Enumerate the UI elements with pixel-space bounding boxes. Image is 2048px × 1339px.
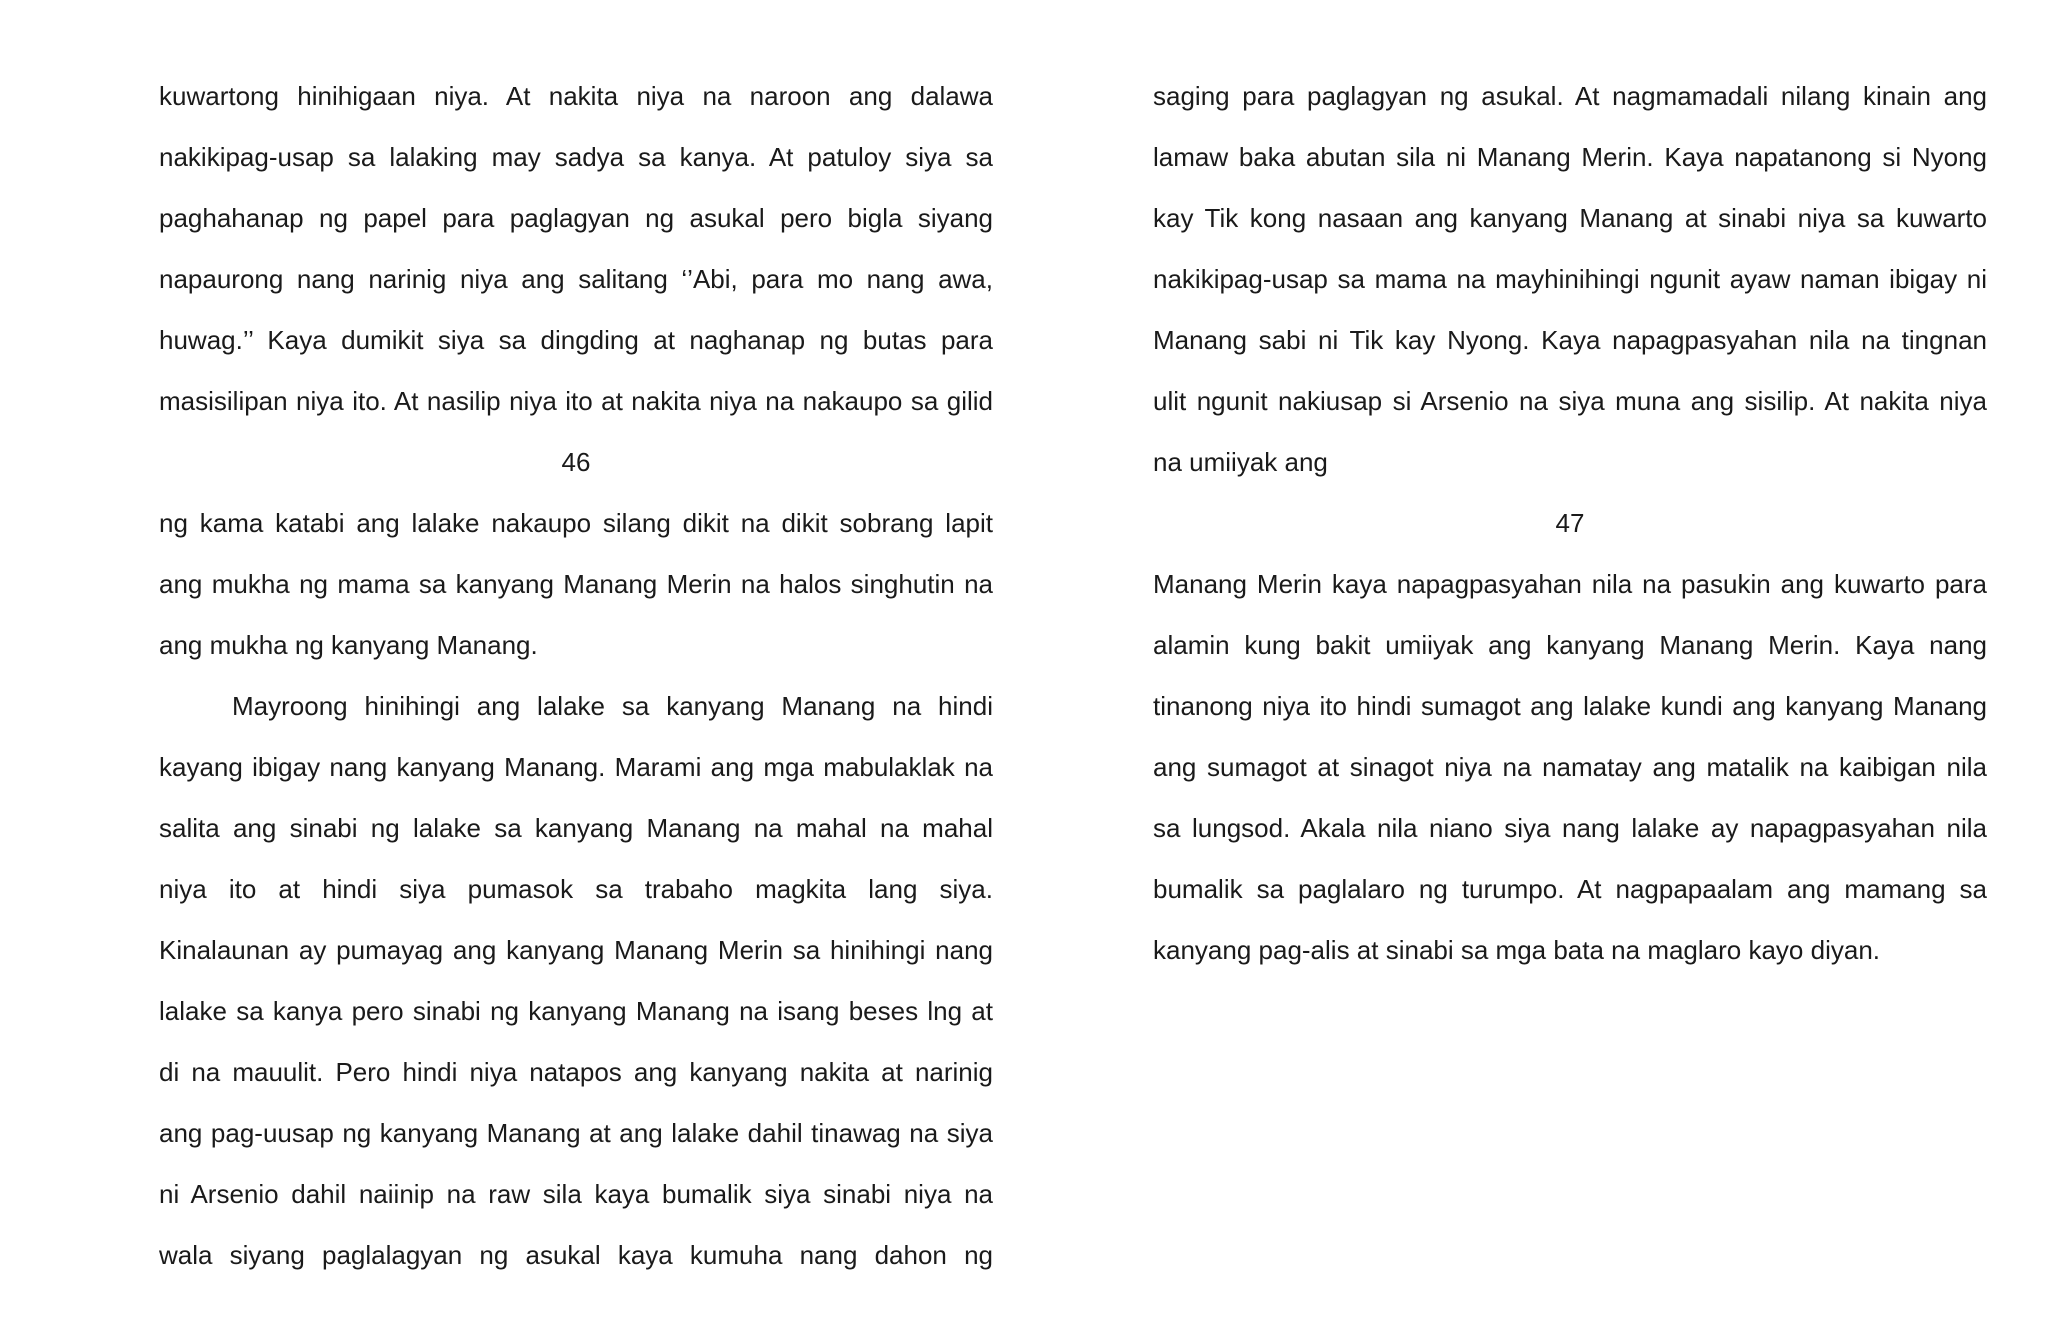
text-line: paghahanap ng papel para paglagyan ng asukal pero bigla siyang: [159, 203, 993, 233]
text-line: wala siyang paglalagyan ng asukal kaya kumuha nang dahon ng: [159, 1240, 993, 1270]
text-line: ang sumagot at sinagot niya na namatay ang matalik na kaibigan nila: [1153, 752, 1987, 782]
text-line: Manang sabi ni Tik kay Nyong. Kaya napagpasyahan nila na tingnan: [1153, 325, 1987, 355]
page-number: 46: [561, 447, 591, 477]
text-line: ang mukha ng kanyang Manang.: [159, 630, 538, 660]
text-line: saging para paglagyan ng asukal. At nagmamadali nilang kinain ang: [1153, 81, 1987, 111]
paragraph-first-line: Mayroong hinihingi ang lalake sa kanyang Manang na hindi: [232, 691, 993, 721]
text-line: tinanong niya ito hindi sumagot ang lalake kundi ang kanyang Manang: [1153, 691, 1987, 721]
text-line: Kinalaunan ay pumayag ang kanyang Manang Merin sa hinihingi nang: [159, 935, 993, 965]
text-line: lamaw baka abutan sila ni Manang Merin. Kaya napatanong si Nyong: [1153, 142, 1987, 172]
text-line: ni Arsenio dahil naiinip na raw sila kaya bumalik siya sinabi niya na: [159, 1179, 993, 1209]
right-page: [1153, 70, 1987, 985]
text-line: alamin kung bakit umiiyak ang kanyang Manang Merin. Kaya nang: [1153, 630, 1987, 660]
text-line: ang pag-uusap ng kanyang Manang at ang lalake dahil tinawag na siya: [159, 1118, 993, 1148]
text-line: huwag.’’ Kaya dumikit siya sa dingding at naghanap ng butas para: [159, 325, 993, 355]
text-line: ng kama katabi ang lalake nakaupo silang dikit na dikit sobrang lapit: [159, 508, 993, 538]
text-line: niya ito at hindi siya pumasok sa trabaho magkita lang siya.: [159, 874, 993, 904]
text-line: bumalik sa paglalaro ng turumpo. At nagpapaalam ang mamang sa: [1153, 874, 1987, 904]
text-line: kanyang pag-alis at sinabi sa mga bata na maglaro kayo diyan.: [1153, 935, 1880, 965]
text-line: Manang Merin kaya napagpasyahan nila na pasukin ang kuwarto para: [1153, 569, 1987, 599]
text-line: ang mukha ng mama sa kanyang Manang Merin na halos singhutin na: [159, 569, 993, 599]
left-page: [159, 70, 993, 1290]
text-line: nakikipag-usap sa lalaking may sadya sa kanya. At patuloy siya sa: [159, 142, 993, 172]
text-line: lalake sa kanya pero sinabi ng kanyang Manang na isang beses lng at: [159, 996, 993, 1026]
text-line: di na mauulit. Pero hindi niya natapos ang kanyang nakita at narinig: [159, 1057, 993, 1087]
text-line: kuwartong hinihigaan niya. At nakita niya na naroon ang dalawa: [159, 81, 993, 111]
page-number: 47: [1555, 508, 1585, 538]
text-line: kay Tik kong nasaan ang kanyang Manang at sinabi niya sa kuwarto: [1153, 203, 1987, 233]
text-line: masisilipan niya ito. At nasilip niya ito at nakita niya na nakaupo sa gilid: [159, 386, 993, 416]
text-line: sa lungsod. Akala nila niano siya nang lalake ay napagpasyahan nila: [1153, 813, 1987, 843]
text-line: nakikipag-usap sa mama na mayhinihingi ngunit ayaw naman ibigay ni: [1153, 264, 1987, 294]
text-line: kayang ibigay nang kanyang Manang. Marami ang mga mabulaklak na: [159, 752, 993, 782]
text-line: ulit ngunit nakiusap si Arsenio na siya muna ang sisilip. At nakita niya: [1153, 386, 1987, 416]
text-line: na umiiyak ang: [1153, 447, 1328, 477]
text-line: salita ang sinabi ng lalake sa kanyang Manang na mahal na mahal: [159, 813, 993, 843]
text-line: napaurong nang narinig niya ang salitang ‘’Abi, para mo nang awa,: [159, 264, 993, 294]
